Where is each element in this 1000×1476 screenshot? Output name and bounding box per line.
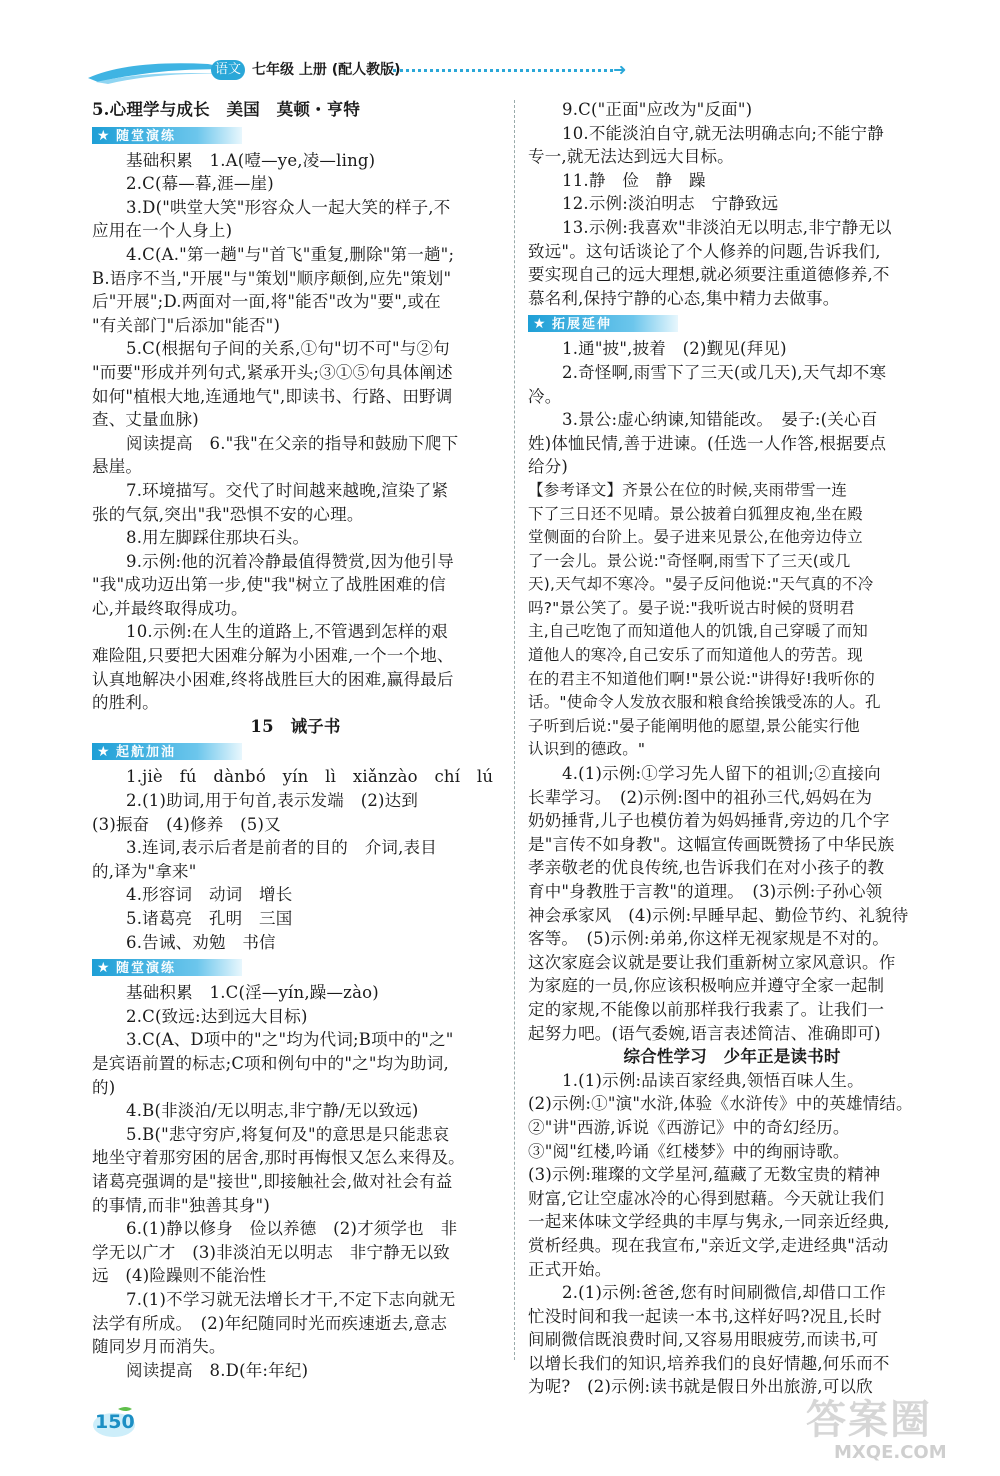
text-line: 6.(1)静以修身 俭以养德 (2)才须学也 非 bbox=[126, 1219, 458, 1239]
text-line: 后"开展";D.两面对一面,将"能否"改为"要",或在 bbox=[92, 292, 441, 312]
text-line: 奶奶捶背,儿子也模仿着为妈妈捶背,旁边的几个字 bbox=[528, 811, 890, 831]
text-line: 吗?"景公笑了。晏子说:"我听说古时候的贤明君 bbox=[528, 598, 855, 617]
section-heading bbox=[92, 124, 499, 146]
text-line: 长辈学习。 (2)示例:图中的祖孙三代,妈妈在为 bbox=[528, 787, 873, 807]
text-line: 7.环境描写。交代了时间越来越晚,渲染了紧 bbox=[126, 480, 449, 500]
text-line: 下了三日还不见晴。景公披着白狐狸皮袍,坐在殿 bbox=[528, 504, 863, 523]
section-heading-bar bbox=[92, 127, 242, 144]
text-line: 财富,它让空虚冰冷的心得到慰藉。今天就让我们 bbox=[528, 1188, 885, 1208]
text-line: 3.D("哄堂大笑"形容众人一起大笑的样子,不 bbox=[126, 197, 451, 217]
text-line: "而要"形成并列句式,紧承开头;③①⑤句具体阐述 bbox=[92, 362, 453, 382]
text-line: 4.(1)示例:①学习先人留下的祖训;②直接向 bbox=[562, 764, 881, 784]
watermark-text: 答案圈 bbox=[806, 1397, 932, 1443]
watermark bbox=[806, 1388, 986, 1468]
text-line: 9.C("正面"应改为"反面") bbox=[562, 100, 753, 119]
section-heading-bar bbox=[528, 315, 678, 332]
text-line: 神会承家风 (4)示例:早睡早起、勤俭节约、礼貌待 bbox=[528, 905, 909, 925]
arrow-right-icon: ➜ bbox=[613, 60, 627, 79]
text-line: 远 (4)险躁则不能治性 bbox=[92, 1266, 267, 1286]
text-line: 专一,就无法达到远大目标。 bbox=[528, 147, 734, 167]
text-line: 1.(1)示例:品读百家经典,领悟百味人生。 bbox=[562, 1070, 864, 1090]
text-line: 为家庭的一员,你应该积极响应并遵守全家一起制 bbox=[528, 976, 885, 996]
text-line: 姓)体恤民情,善于进谏。(任选一人作答,根据要点 bbox=[528, 433, 887, 453]
text-line: 一起来体味文学经典的丰厚与隽永,一同亲近经典, bbox=[528, 1212, 890, 1232]
text-line: 间刷微信既浪费时间,又容易用眼疲劳,而读书,可 bbox=[528, 1330, 879, 1350]
text-line: 2.奇怪啊,雨雪下了三天(或几天),天气却不寒 bbox=[562, 362, 887, 382]
text-line: 8.用左脚踩住那块石头。 bbox=[126, 528, 310, 548]
text-line: 的胜利。 bbox=[92, 693, 159, 713]
text-line: 1.jiè fú dànbó yín lì xiǎnzào chí lú bbox=[126, 767, 494, 787]
text-line: 诸葛亮强调的是"接世",即接触社会,做对社会有益 bbox=[92, 1171, 453, 1191]
text-line: 是宾语前置的标志;C项和例句中的"之"均为助词, bbox=[92, 1053, 449, 1073]
header-title: 七年级 上册 (配人教版) bbox=[252, 62, 401, 78]
section-heading bbox=[92, 956, 499, 978]
text-line: 定的家规,不能像以前那样我行我素了。让我们一 bbox=[528, 999, 885, 1019]
text-line: 法学有所成。 (2)年纪随同时光而疾速逝去,意志 bbox=[92, 1313, 448, 1333]
section-heading-label: 起航加油 bbox=[116, 745, 177, 761]
text-line: 以增长我们的知识,培养我们的良好情趣,何乐而不 bbox=[528, 1353, 890, 1373]
text-line: 5.C(根据句子间的关系,①句"切不可"与②句 bbox=[126, 339, 450, 359]
lesson-title: 综合性学习 少年正是读书时 bbox=[623, 1047, 841, 1067]
section-heading-label: 随堂演练 bbox=[116, 961, 177, 977]
text-line: ②"讲"西游,诉说《西游记》中的奇幻经历。 bbox=[528, 1117, 850, 1137]
page-header bbox=[88, 50, 648, 90]
text-line: 心,并最终取得成功。 bbox=[92, 598, 248, 618]
header-dotted-rule bbox=[393, 69, 613, 72]
text-line: 基础积累 1.C(淫—yín,躁—zào) bbox=[126, 983, 379, 1003]
text-line: 13.示例:我喜欢"非淡泊无以明志,非宁静无以 bbox=[562, 217, 892, 237]
text-line: 10.不能淡泊自守,就无法明确志向;不能宁静 bbox=[562, 123, 884, 143]
text-line: 随同岁月而消失。 bbox=[92, 1337, 226, 1357]
text-line: 认真地解决小困难,终将战胜巨大的困难,赢得最后 bbox=[92, 669, 454, 689]
column-divider bbox=[514, 100, 515, 1360]
left-column bbox=[92, 98, 499, 1382]
text-line: 悬崖。 bbox=[92, 457, 143, 477]
star-icon: ★ bbox=[533, 316, 546, 333]
text-line: 认识到的德政。" bbox=[528, 740, 646, 759]
text-line: "有关部门"后添加"能否") bbox=[92, 315, 281, 335]
watermark-url: MXQE.COM bbox=[834, 1442, 947, 1463]
text-line: 5.B("悲守穷庐,将复何及"的意思是只能悲哀 bbox=[126, 1124, 450, 1144]
text-line: 10.示例:在人生的道路上,不管遇到怎样的艰 bbox=[126, 622, 448, 642]
text-line: 阅读提高 8.D(年:年纪) bbox=[126, 1360, 309, 1380]
text-line: 客等。 (5)示例:弟弟,你这样无视家规是不对的。 bbox=[528, 929, 889, 949]
text-line: 慕名利,保持宁静的心态,集中精力去做事。 bbox=[528, 288, 840, 308]
text-line: 5.诸葛亮 孔明 三国 bbox=[126, 909, 293, 928]
text-line: B.语序不当,"开展"与"策划"顺序颠倒,应先"策划" bbox=[92, 268, 452, 288]
text-line: 3.景公:虚心纳谏,知错能改。 晏子:(关心百 bbox=[562, 410, 878, 430]
text-line: 2.(1)示例:爸爸,您有时间刷微信,却借口工作 bbox=[562, 1283, 886, 1303]
page-number-badge bbox=[92, 1405, 138, 1439]
text-line: 4.C(A."第一趟"与"首飞"重复,删除"第一趟"; bbox=[126, 244, 455, 264]
text-line: 在的君主不知道他们啊!"景公说:"讲得好!我听你的 bbox=[528, 669, 875, 688]
text-line: 冷。 bbox=[528, 386, 562, 406]
text-line: 的) bbox=[92, 1077, 116, 1097]
text-line: 12.示例:淡泊明志 宁静致远 bbox=[562, 194, 779, 214]
text-line: 张的气氛,突出"我"恐惧不安的心理。 bbox=[92, 504, 364, 524]
text-line: (2)示例:①"演"水浒,体验《水浒传》中的英雄情结。 bbox=[528, 1094, 913, 1114]
text-line: 应用在一个人身上) bbox=[92, 221, 233, 241]
text-line: 9.示例:他的沉着冷静最值得赞赏,因为他引导 bbox=[126, 551, 454, 571]
section-heading-bar bbox=[92, 959, 242, 976]
text-line: ③"阅"红楼,吟诵《红楼梦》中的绚丽诗歌。 bbox=[528, 1141, 850, 1161]
text-line: 2.C(致远:达到远大目标) bbox=[126, 1006, 308, 1026]
text-line: 忙没时间和我一起读一本书,这样好吗?况且,长时 bbox=[528, 1306, 882, 1326]
text-line: 要实现自己的远大理想,就必须要注重道德修养,不 bbox=[528, 265, 890, 285]
text-line: 4.形容词 动词 增长 bbox=[126, 885, 293, 905]
text-line: 话。"使命令人发放衣服和粮食给挨饿受冻的人。孔 bbox=[528, 693, 881, 712]
star-icon: ★ bbox=[97, 127, 110, 144]
text-line: 这次家庭会议就是要让我们重新树立家风意识。作 bbox=[528, 952, 896, 972]
text-line: 育中"身教胜于言教"的道理。 (3)示例:子孙心领 bbox=[528, 882, 883, 901]
text-line: 孝亲敬老的优良传统,也告诉我们在对小孩子的教 bbox=[528, 858, 885, 878]
text-line: 地坐守着那穷困的居舍,那时再悔恨又怎么来得及。 bbox=[92, 1148, 465, 1168]
text-line: 7.(1)不学习就无法增长才干,不定下志向就无 bbox=[126, 1289, 456, 1309]
text-line: 4.B(非淡泊/无以明志,非宁静/无以致远) bbox=[126, 1101, 419, 1121]
text-line: (3)振奋 (4)修养 (5)又 bbox=[92, 814, 281, 834]
text-line: 3.连词,表示后者是前者的目的 介词,表目 bbox=[126, 838, 437, 858]
text-line: "我"成功迈出第一步,使"我"树立了战胜困难的信 bbox=[92, 575, 446, 595]
text-line: 天),天气却不寒冷。"晏子反问他说:"天气真的不冷 bbox=[528, 575, 874, 594]
text-line: 堂侧面的台阶上。晏子进来见景公,在他旁边侍立 bbox=[528, 528, 863, 547]
right-column bbox=[528, 98, 936, 1399]
text-line: 的事情,而非"独善其身") bbox=[92, 1195, 270, 1215]
text-line: 正式开始。 bbox=[528, 1259, 612, 1279]
text-line: 主,自己吃饱了而知道他人的饥饿,自己穿暖了而知 bbox=[528, 622, 868, 641]
section-heading bbox=[92, 740, 499, 762]
text-line: (3)示例:璀璨的文学星河,蕴藏了无数宝贵的精神 bbox=[528, 1165, 881, 1185]
text-line: 赏析经典。现在我宣布,"亲近文学,走进经典"活动 bbox=[528, 1235, 889, 1255]
text-line: 如何"植根大地,连通地气",即读书、行路、田野调 bbox=[92, 386, 453, 406]
text-line: 难险阻,只要把大困难分解为小困难,一个一个地、 bbox=[92, 646, 454, 666]
text-line: 2.C(幕—暮,涯—崖) bbox=[126, 174, 274, 194]
text-line: 基础积累 1.A(噎—ye,凌—ling) bbox=[126, 150, 376, 170]
text-line: 5.心理学与成长 美国 莫顿・亨特 bbox=[92, 100, 361, 119]
text-line: 6.告诫、劝勉 书信 bbox=[126, 932, 276, 952]
lesson-title: 15 诫子书 bbox=[250, 716, 341, 736]
text-line: 学无以广才 (3)非淡泊无以明志 非宁静无以致 bbox=[92, 1242, 450, 1262]
text-line: 11.静 俭 静 躁 bbox=[562, 170, 706, 190]
text-line: 是"言传不如身教"。这幅宣传画既赞扬了中华民族 bbox=[528, 834, 895, 854]
section-heading-label: 随堂演练 bbox=[116, 128, 177, 144]
text-line: 阅读提高 6."我"在父亲的指导和鼓励下爬下 bbox=[126, 433, 459, 453]
text-line: 给分) bbox=[528, 457, 569, 477]
text-line: 1.通"披",披着 (2)觐见(拜见) bbox=[562, 339, 787, 359]
text-line: 【参考译文】齐景公在位的时候,夹雨带雪一连 bbox=[528, 480, 848, 499]
text-line: 为呢? (2)示例:读书就是假日外出旅游,可以欣 bbox=[528, 1377, 873, 1397]
text-line: 2.(1)助词,用于句首,表示发端 (2)达到 bbox=[126, 791, 419, 811]
text-line: 查、丈量血脉) bbox=[92, 410, 199, 430]
section-heading-label: 拓展延伸 bbox=[552, 317, 613, 333]
text-line: 3.C(A、D项中的"之"均为代词;B项中的"之" bbox=[126, 1030, 454, 1050]
star-icon: ★ bbox=[97, 744, 110, 761]
star-icon: ★ bbox=[97, 960, 110, 977]
text-line: 致远"。这句话谈论了个人修养的问题,告诉我们, bbox=[528, 241, 881, 261]
subject-badge: 语文 bbox=[211, 60, 245, 80]
section-heading bbox=[528, 312, 936, 334]
text-line: 子听到后说:"晏子能阐明他的愿望,景公能实行他 bbox=[528, 716, 860, 735]
section-heading-bar bbox=[92, 743, 242, 760]
page-number: 150 bbox=[95, 1411, 135, 1433]
text-line: 了一会儿。景公说:"奇怪啊,雨雪下了三天(或几 bbox=[528, 551, 851, 570]
text-line: 道他人的寒冷,自己安乐了而知道他人的劳苦。现 bbox=[528, 646, 863, 665]
text-line: 起努力吧。(语气委婉,语言表述简洁、准确即可) bbox=[528, 1023, 881, 1043]
text-line: 的,译为"拿来" bbox=[92, 861, 197, 881]
